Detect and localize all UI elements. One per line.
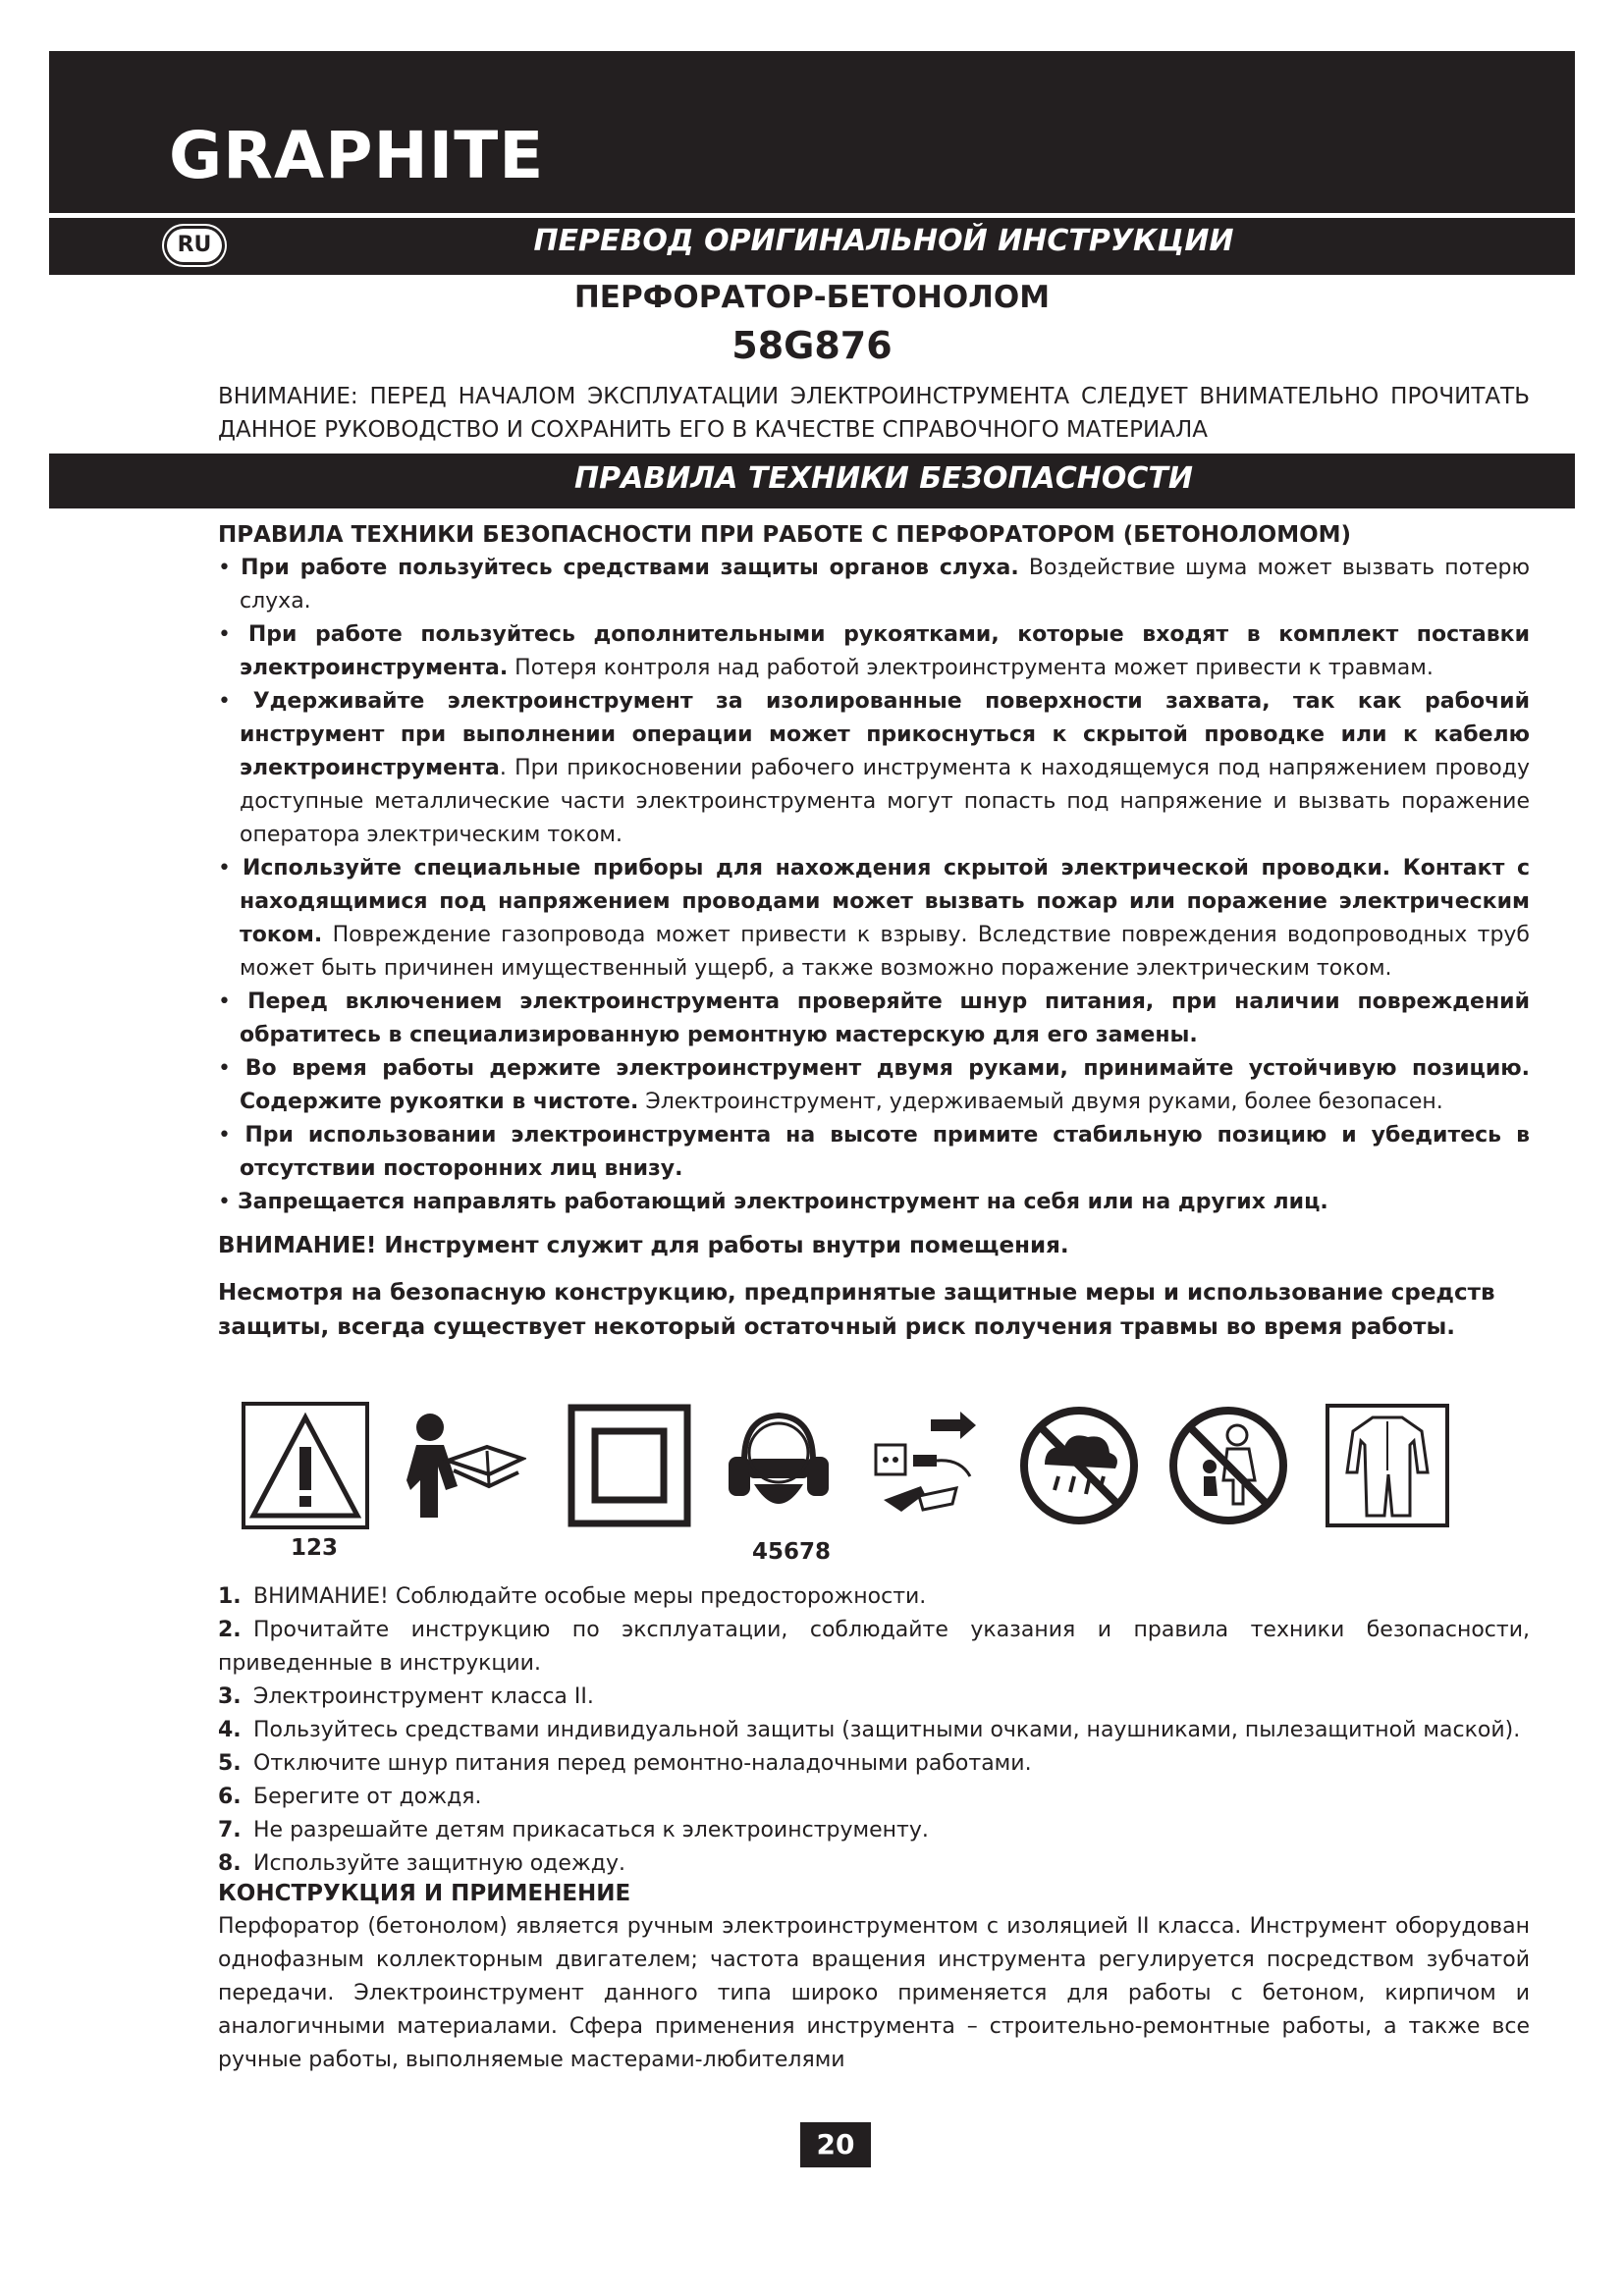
bullet-bold-text: Удерживайте электроинструмент за изолированные поверхности захвата, так как рабочий инструмент при выполнении операции может прикоснуться к скрытой проводке или к кабелю электроинструмента: [240, 689, 1530, 780]
safety-bullet: [218, 685, 1530, 852]
bullet-dot: •: [218, 556, 242, 580]
legend-number: 4.: [218, 1718, 242, 1742]
legend-number: 8.: [218, 1851, 242, 1876]
indoor-note: ВНИМАНИЕ! Инструмент служит для работы внутри помещения.: [218, 1233, 1069, 1258]
legend-text: Электроинструмент класса II.: [253, 1684, 594, 1709]
safety-bullet: [218, 852, 1530, 986]
bullet-text: . При прикосновении рабочего инструмента к находящемуся под напряжением проводу доступные металлические части электроинструмента могут попасть под напряжение и вызвать поражение оператора электрическим током.: [240, 756, 1530, 847]
bullet-bold-text: Используйте специальные приборы для нахождения скрытой электрической проводки. Контакт с находящимися под напряжением проводами может вызвать пожар или поражение электрическим током.: [240, 856, 1530, 947]
pictogram-group-label-left: 123: [291, 1535, 339, 1561]
bullet-dot: •: [218, 1056, 245, 1081]
bullet-text: Электроинструмент, удерживаемый двумя руками, более безопасен.: [638, 1090, 1443, 1114]
no-children-icon: [1164, 1402, 1292, 1529]
legend-text: Не разрешайте детям прикасаться к электроинструменту.: [253, 1818, 929, 1842]
translation-title: ПЕРЕВОД ОРИГИНАЛЬНОЙ ИНСТРУКЦИИ: [533, 224, 1234, 258]
bullet-text: Повреждение газопровода может привести к взрыву. Вследствие повреждения водопроводных труб может быть причинен имущественный ущерб, а также возможно поражение электрическим током.: [240, 923, 1530, 981]
brand-logo: GRAPHITE: [169, 118, 545, 193]
warning-triangle-icon: [242, 1402, 369, 1529]
legend-text: ВНИМАНИЕ! Соблюдайте особые меры предосторожности.: [253, 1584, 927, 1609]
legend-text: Берегите от дождя.: [253, 1785, 482, 1809]
safety-bullet: [218, 1186, 1530, 1219]
construction-text: Перфоратор (бетонолом) является ручным электроинструментом с изоляцией II класса. Инструмент оборудован однофазным коллекторным двигателем; частота вращения инструмента регулируется посредством зубчатой передачи. Электроинструмент данного типа широко применяется для работы с бетоном, кирпичом и аналогичными материалами. Сфера применения инструмента – строительно-ремонтные работы, а также все ручные работы, выполняемые мастерами-любителями: [218, 1914, 1530, 2072]
bullet-dot: •: [218, 1123, 245, 1148]
legend-number: 1.: [218, 1584, 242, 1609]
legend-text: Используйте защитную одежду.: [253, 1851, 625, 1876]
protective-clothing-icon: [1324, 1402, 1451, 1529]
unplug-icon: [862, 1402, 990, 1529]
pictogram-legend: [218, 1580, 1530, 1881]
legend-item: [218, 1814, 1530, 1847]
legend-item: [218, 1580, 1530, 1614]
legend-number: 7.: [218, 1818, 242, 1842]
bullet-dot: •: [218, 622, 248, 647]
top-warning: ВНИМАНИЕ: ПЕРЕД НАЧАЛОМ ЭКСПЛУАТАЦИИ ЭЛЕКТРОИНСТРУМЕНТА СЛЕДУЕТ ВНИМАТЕЛЬНО ПРОЧИТАТЬ ДАННОЕ РУКОВОДСТВО И СОХРАНИТЬ ЕГО В КАЧЕСТВЕ СПРАВОЧНОГО МАТЕРИАЛА: [218, 384, 1530, 443]
language-badge: RU: [167, 229, 222, 262]
safety-bullet-list: [218, 552, 1530, 1219]
residual-risk-note: Несмотря на безопасную конструкцию, предпринятые защитные меры и использование средств защиты, всегда существует некоторый остаточный риск получения травмы во время работы.: [218, 1280, 1495, 1340]
bullet-bold-text: Перед включением электроинструмента проверяйте шнур питания, при наличии повреждений обратитесь в специализированную ремонтную мастерскую для его замены.: [240, 989, 1530, 1047]
safety-heading: ПРАВИЛА ТЕХНИКИ БЕЗОПАСНОСТИ ПРИ РАБОТЕ С ПЕРФОРАТОРОМ (БЕТОНОЛОМОМ): [218, 522, 1352, 548]
bullet-bold-text: При использовании электроинструмента на высоте примите стабильную позицию и убедитесь в отсутствии посторонних лиц внизу.: [240, 1123, 1530, 1181]
legend-number: 6.: [218, 1785, 242, 1809]
legend-item: [218, 1714, 1530, 1747]
class-ii-icon: [566, 1402, 693, 1529]
safety-rules: [218, 518, 1530, 1345]
product-model: 58G876: [731, 324, 893, 367]
bullet-bold-text: Запрещается направлять работающий электроинструмент на себя или на других лиц.: [237, 1190, 1328, 1214]
bullet-bold-text: При работе пользуйтесь средствами защиты органов слуха.: [241, 556, 1019, 580]
legend-number: 2.: [218, 1618, 242, 1642]
legend-number: 3.: [218, 1684, 242, 1709]
no-rain-icon: [1015, 1402, 1143, 1529]
bullet-dot: •: [218, 1190, 238, 1214]
legend-text: Отключите шнур питания перед ремонтно-наладочными работами.: [253, 1751, 1032, 1776]
page-number: 20: [800, 2122, 871, 2167]
bullet-bold-text: При работе пользуйтесь дополнительными рукоятками, которые входят в комплект поставки электроинструмента.: [240, 622, 1530, 680]
bullet-dot: •: [218, 689, 253, 714]
legend-number: 5.: [218, 1751, 242, 1776]
safety-bullet: [218, 1052, 1530, 1119]
safety-bullet: [218, 618, 1530, 685]
legend-text: Прочитайте инструкцию по эксплуатации, соблюдайте указания и правила техники безопасности, приведенные в инструкции.: [218, 1618, 1530, 1676]
safety-section-title: ПРАВИЛА ТЕХНИКИ БЕЗОПАСНОСТИ: [574, 461, 1193, 496]
construction-section: [218, 1877, 1530, 2077]
legend-item: [218, 1747, 1530, 1781]
pictogram-row: [234, 1402, 1510, 1565]
read-manual-icon: [399, 1402, 526, 1529]
protective-equipment-icon: [715, 1402, 842, 1529]
safety-bullet: [218, 1119, 1530, 1186]
bullet-dot: •: [218, 989, 248, 1014]
legend-item: [218, 1614, 1530, 1681]
product-name: ПЕРФОРАТОР-БЕТОНОЛОМ: [573, 280, 1051, 315]
legend-item: [218, 1681, 1530, 1714]
bullet-text: Воздействие шума может вызвать потерю слуха.: [240, 556, 1530, 614]
legend-item: [218, 1847, 1530, 1881]
legend-item: [218, 1781, 1530, 1814]
bullet-text: Потеря контроля над работой электроинструмента может привести к травмам.: [508, 656, 1434, 680]
pictogram-group-label-right: 45678: [752, 1539, 832, 1565]
bullet-dot: •: [218, 856, 243, 881]
construction-heading: КОНСТРУКЦИЯ И ПРИМЕНЕНИЕ: [218, 1881, 631, 1906]
safety-bullet: [218, 552, 1530, 618]
bullet-bold-text: Во время работы держите электроинструмент двумя руками, принимайте устойчивую позицию. Содержите рукоятки в чистоте.: [240, 1056, 1530, 1114]
safety-bullet: [218, 986, 1530, 1052]
legend-text: Пользуйтесь средствами индивидуальной защиты (защитными очками, наушниками, пылезащитной маской).: [253, 1718, 1521, 1742]
